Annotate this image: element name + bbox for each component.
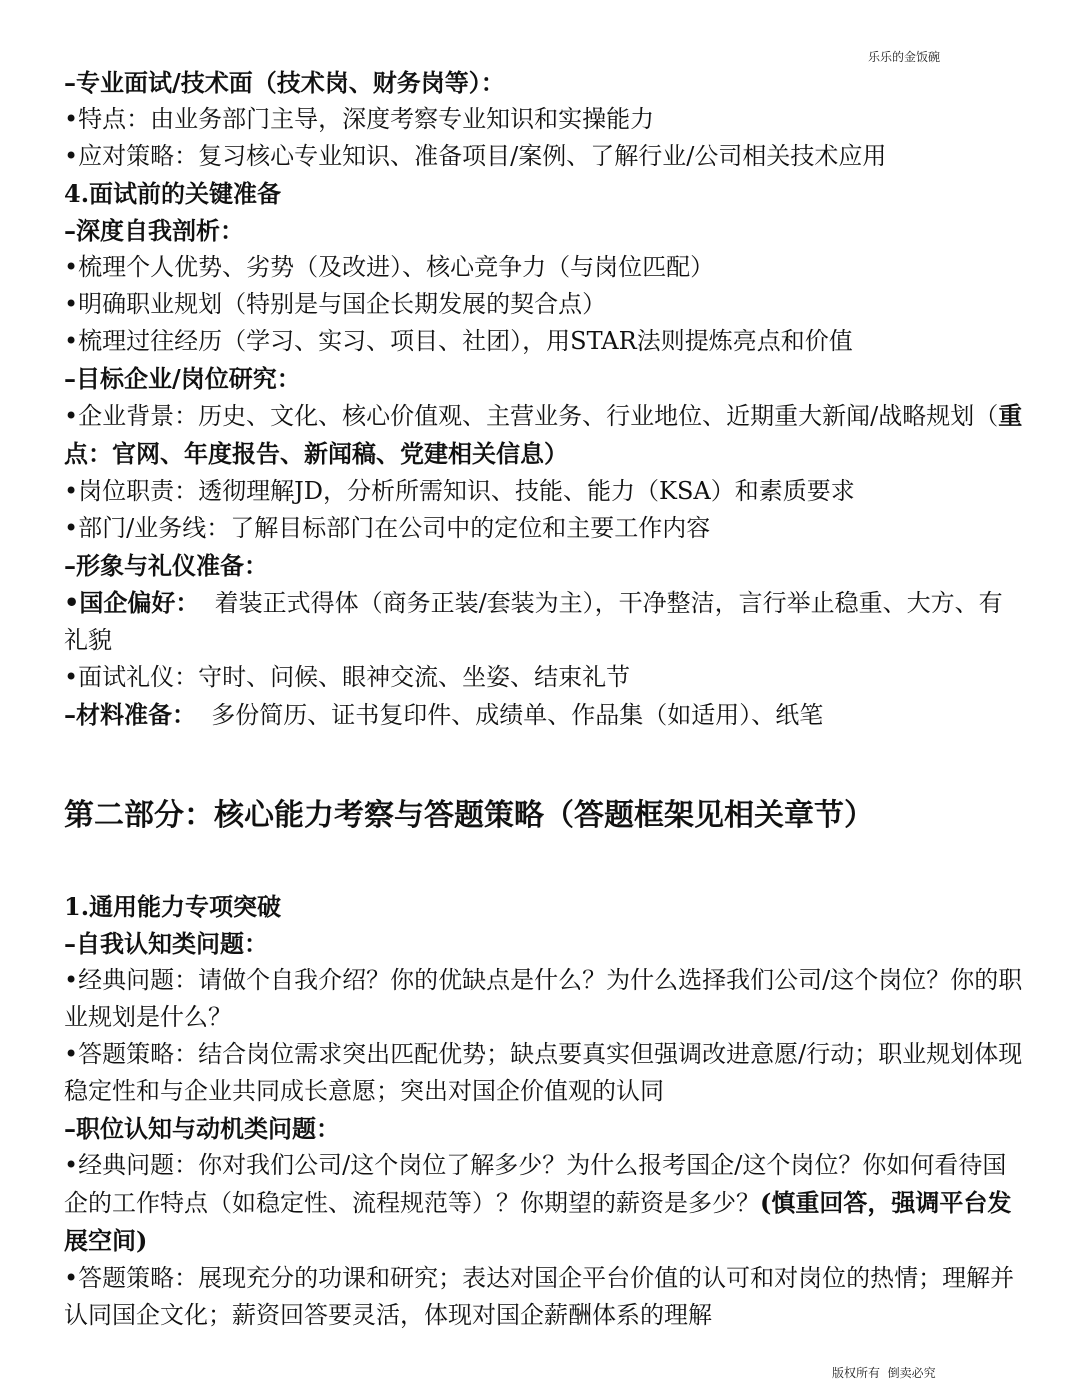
paragraph-enterprise-background — [64, 397, 1024, 473]
heading-target-research: –目标企业/岗位研究： — [64, 364, 301, 393]
part2-title: 第二部分：核心能力考察与答题策略（答题框架见相关章节） — [64, 798, 874, 833]
materials-text: 多份简历、证书复印件、成绩单、作品集（如适用）、纸笔 — [196, 701, 824, 729]
soe-preference-label: •国企偏好： — [64, 588, 200, 617]
footer-copyright: 版权所有 倒卖必究 — [832, 1366, 936, 1380]
heading-general-ability: 1.通用能力专项突破 — [64, 892, 282, 921]
line-job-duties: •岗位职责：透彻理解JD，分析所需知识、技能、能力（KSA）和素质要求 — [64, 477, 855, 505]
line-career-plan: •明确职业规划（特别是与国企长期发展的契合点） — [64, 290, 607, 318]
paragraph-self-cognition-strategy: •答题策略：结合岗位需求突出匹配优势；缺点要真实但强调改进意愿/行动；职业规划体现稳定性和与企业共同成长意愿；突出对国企价值观的认同 — [64, 1040, 1023, 1105]
line-strengths: •梳理个人优势、劣势（及改进）、核心竞争力（与岗位匹配） — [64, 253, 715, 281]
heading-self-analysis: –深度自我剖析： — [64, 216, 244, 245]
paragraph-self-cognition-questions: •经典问题：请做个自我介绍？你的优缺点是什么？为什么选择我们公司/这个岗位？你的职业规划是什么？ — [64, 966, 1023, 1031]
paragraph-soe-preference — [64, 584, 1024, 659]
heading-motivation: –职位认知与动机类问题： — [64, 1114, 340, 1143]
motivation-questions-emphasis: (慎重回答，强调平台发展空间) — [64, 1188, 1012, 1255]
soe-preference-text: 着装正式得体（商务正装/套装为主），干净整洁，言行举止稳重、大方、有礼貌 — [64, 589, 1003, 654]
document-body — [64, 64, 1024, 1334]
motivation-questions-text: •经典问题：你对我们公司/这个岗位了解多少？为什么报考国企/这个岗位？你如何看待国企的工作特点（如稳定性、流程规范等）？你期望的薪资是多少？ — [64, 1151, 1007, 1217]
line-features: •特点：由业务部门主导，深度考察专业知识和实操能力 — [64, 105, 655, 133]
line-interview-etiquette: •面试礼仪：守时、问候、眼神交流、坐姿、结束礼节 — [64, 663, 631, 691]
materials-label: –材料准备： — [64, 700, 196, 729]
line-past-experience: •梳理过往经历（学习、实习、项目、社团），用STAR法则提炼亮点和价值 — [64, 327, 853, 355]
enterprise-background-emphasis: 重点：官网、年度报告、新闻稿、党建相关信息） — [64, 401, 1023, 468]
paragraph-motivation-questions — [64, 1147, 1024, 1260]
paragraph-motivation-strategy: •答题策略：展现充分的功课和研究；表达对国企平台价值的认可和对岗位的热情；理解并认同国企文化；薪资回答要灵活，体现对国企薪酬体系的理解 — [64, 1264, 1015, 1329]
header-brand: 乐乐的金饭碗 — [868, 50, 941, 64]
line-department: •部门/业务线：了解目标部门在公司中的定位和主要工作内容 — [64, 514, 711, 542]
heading-image-etiquette: –形象与礼仪准备： — [64, 551, 268, 580]
line-materials — [64, 696, 1024, 734]
enterprise-background-text: •企业背景：历史、文化、核心价值观、主营业务、行业地位、近期重大新闻/战略规划（ — [64, 402, 999, 430]
heading-self-cognition: –自我认知类问题： — [64, 929, 268, 958]
line-professional-interview: –专业面试/技术面（技术岗、财务岗等）： — [64, 68, 505, 97]
line-strategy: •应对策略：复习核心专业知识、准备项目/案例、了解行业/公司相关技术应用 — [64, 142, 887, 170]
heading-key-preparation: 4.面试前的关键准备 — [64, 179, 282, 208]
